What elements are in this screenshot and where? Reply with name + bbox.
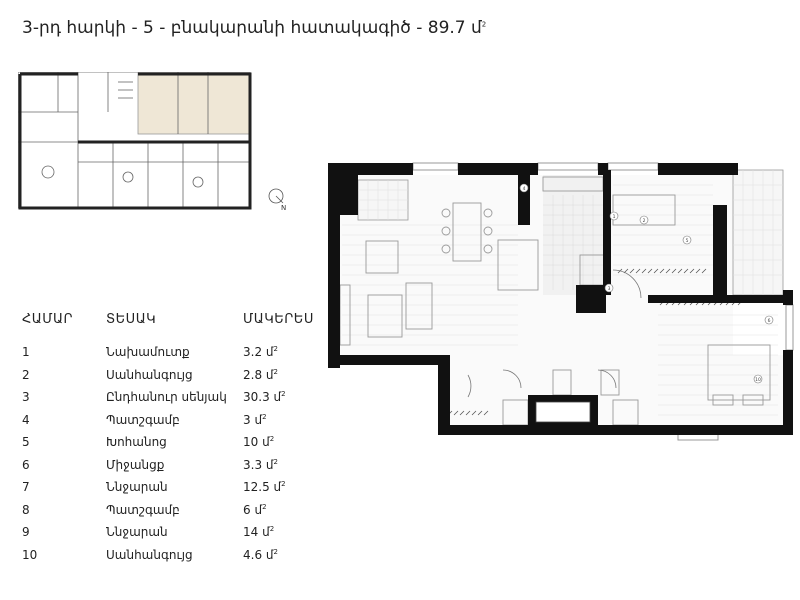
table-row — [22, 341, 323, 364]
room-number-marker — [683, 236, 691, 244]
table-row — [22, 454, 323, 477]
svg-text:10: 10 — [755, 378, 761, 383]
room-area: 2.8 մ$^2$ — [243, 367, 278, 382]
apartment-floor-plan — [318, 155, 796, 450]
room-area: 14 մ$^2$ — [243, 525, 275, 540]
room-schedule-table — [22, 312, 323, 566]
room-number-marker — [754, 375, 762, 383]
room-number: 3 — [22, 390, 30, 405]
north-compass-icon — [266, 186, 292, 212]
room-area: 12.5 մ$^2$ — [243, 480, 286, 495]
table-row — [22, 386, 323, 409]
room-type: Խոհանոց — [106, 435, 167, 450]
col-header-area: ՄԱԿԵՐԵՍ — [243, 312, 314, 327]
room-area: 30.3 մ$^2$ — [243, 390, 286, 405]
room-number: 7 — [22, 480, 30, 495]
svg-text:3: 3 — [607, 287, 611, 292]
table-row — [22, 521, 323, 544]
svg-text:6: 6 — [767, 319, 771, 324]
room-area: 3.3 մ$^2$ — [243, 457, 278, 472]
room-number-marker — [520, 184, 528, 192]
room-type: Ննջարան — [106, 480, 168, 495]
room-number-marker — [610, 212, 618, 220]
room-type: Սանհանգույց — [106, 367, 193, 382]
room-number: 5 — [22, 435, 30, 450]
col-header-type: ՏԵՍԱԿ — [106, 312, 157, 327]
room-number-marker — [640, 216, 648, 224]
room-number: 2 — [22, 367, 30, 382]
floor-key-plan — [18, 72, 254, 212]
page-title: 3-րդ հարկի - 5 - բնակարանի հատակագիծ - 89.7 մ$^2$ — [22, 18, 487, 38]
svg-text:1: 1 — [612, 215, 616, 220]
room-number: 1 — [22, 345, 30, 360]
room-type: Պատշգամբ — [106, 412, 180, 427]
svg-text:5: 5 — [685, 239, 689, 244]
room-type: Միջանցք — [106, 457, 165, 472]
svg-text:2: 2 — [642, 219, 646, 224]
room-type: Պատշգամբ — [106, 502, 180, 517]
table-row — [22, 476, 323, 499]
table-row — [22, 499, 323, 522]
svg-text:N: N — [281, 204, 287, 212]
svg-text:4: 4 — [522, 187, 526, 192]
table-row — [22, 364, 323, 387]
col-header-number: ՀԱՄԱՐ — [22, 312, 74, 327]
room-area: 3 մ$^2$ — [243, 412, 267, 427]
room-type: Ննջարան — [106, 525, 168, 540]
table-row — [22, 409, 323, 432]
room-area: 3.2 մ$^2$ — [243, 345, 278, 360]
table-row — [22, 431, 323, 454]
room-number: 10 — [22, 547, 38, 562]
room-area: 6 մ$^2$ — [243, 502, 267, 517]
room-number: 4 — [22, 412, 30, 427]
room-number-marker — [765, 316, 773, 324]
room-number: 8 — [22, 502, 30, 517]
table-header-row — [22, 312, 323, 341]
room-area: 10 մ$^2$ — [243, 435, 275, 450]
room-number-marker — [605, 284, 613, 292]
table-row — [22, 544, 323, 567]
room-area: 4.6 մ$^2$ — [243, 547, 278, 562]
room-type: Սանհանգույց — [106, 547, 193, 562]
room-number: 6 — [22, 457, 30, 472]
room-type: Նախամուտք — [106, 345, 190, 360]
room-type: Ընդհանուր սենյակ — [106, 390, 227, 405]
room-number: 9 — [22, 525, 30, 540]
